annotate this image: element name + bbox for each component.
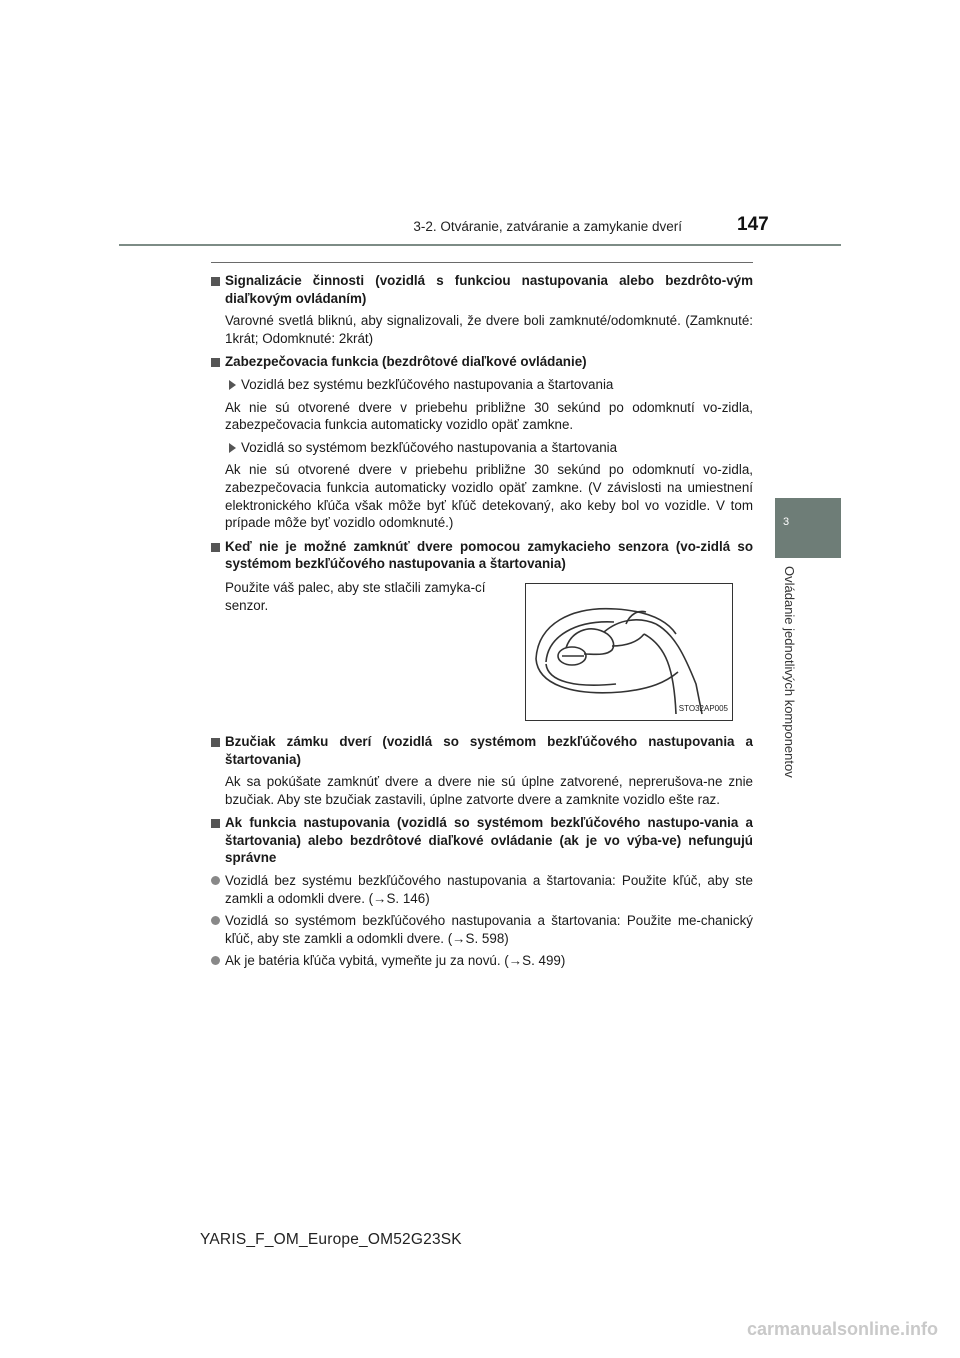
paragraph: Varovné svetlá bliknú, aby signalizovali, že dvere boli zamknuté/odomknuté. (Zamknuté: 1krát; Odomknuté: 2krát)	[225, 313, 753, 346]
subheading-text: Vozidlá bez systému bezkľúčového nastupovania a štartovania	[241, 376, 614, 392]
header-divider	[119, 244, 841, 246]
square-bullet-icon	[211, 358, 220, 367]
chapter-tab-number: 3	[783, 516, 790, 528]
list-item	[211, 872, 753, 907]
chapter-tab-label: Ovládanie jednotlivých komponentov	[782, 566, 797, 778]
list-item	[211, 912, 753, 947]
content-top-rule	[211, 262, 753, 263]
round-bullet-icon	[211, 876, 220, 885]
figure-code: STO32AP005	[678, 704, 728, 714]
footer-doc-code: YARIS_F_OM_Europe_OM52G23SK	[200, 1231, 462, 1248]
square-bullet-icon	[211, 543, 220, 552]
section-heading-text: Keď nie je možné zamknúť dvere pomocou zamykacieho senzora (vo-zidlá so systémom bezkľúčového nastupovania a štartovania)	[225, 538, 753, 572]
figure-caption: Použite váš palec, aby ste stlačili zamyka-cí senzor.	[225, 579, 486, 613]
triangle-bullet-icon	[229, 380, 236, 390]
paragraph: Ak sa pokúšate zamknúť dvere a dvere nie sú úplne zatvorené, neprerušova-ne znie bzučiak. Aby ste bzučiak zastavili, úplne zatvorte dvere a zamknite vozidlo ešte raz.	[225, 774, 753, 807]
watermark: carmanualsonline.info	[746, 1319, 938, 1339]
paragraph: Ak nie sú otvorené dvere v priebehu približne 30 sekúnd po odomknutí vo-zidla, zabezpečovacia funkcia automaticky vozidlo opäť zamkne.	[225, 399, 753, 433]
subheading-text: Vozidlá so systémom bezkľúčového nastupovania a štartovania	[241, 439, 618, 455]
section-heading-malfunction	[211, 814, 753, 867]
section-heading-text: Ak funkcia nastupovania (vozidlá so systémom bezkľúčového nastupo-vania a štartovania) alebo bezdrôtové diaľkové ovládanie (ak je vo výba-ve) nefungujú správne	[225, 815, 753, 866]
section-heading-signalization	[211, 272, 753, 307]
door-handle-illustration	[525, 583, 733, 721]
list-item	[211, 952, 753, 970]
chapter-tab	[775, 498, 841, 558]
page-number: 147	[737, 214, 769, 235]
subheading-without-smart-key	[211, 376, 753, 394]
subheading-with-smart-key	[211, 439, 753, 457]
round-bullet-icon	[211, 916, 220, 925]
running-header-title: 3-2. Otváranie, zatváranie a zamykanie dverí	[413, 219, 682, 234]
section-heading-lock-sensor	[211, 538, 753, 573]
triangle-bullet-icon	[229, 443, 236, 453]
section-heading-security	[211, 353, 753, 371]
square-bullet-icon	[211, 819, 220, 828]
main-content	[211, 266, 753, 970]
list-item-text: Ak je batéria kľúča vybitá, vymeňte ju za novú. (→S. 499)	[225, 953, 566, 969]
figure-row	[211, 579, 753, 727]
section-heading-text: Signalizácie činnosti (vozidlá s funkciou nastupovania alebo bezdrôto-vým diaľkovým ovládaním)	[225, 273, 753, 306]
chapter-tab-label-wrap	[782, 566, 802, 782]
section-heading-buzzer	[211, 733, 753, 768]
list-item-text: Vozidlá bez systému bezkľúčového nastupovania a štartovania: Použite kľúč, aby ste zamkli a odomkli dvere. (→S. 146)	[225, 873, 753, 906]
paragraph: Ak nie sú otvorené dvere v priebehu približne 30 sekúnd po odomknutí vo-zidla, zabezpečovacia funkcia automaticky vozidlo opäť zamkne. (V závislosti na umiestnení elektronického kľúča však môže byť kľúč detekovaný, ako keby bol vo vozidle. V tom prípade môže byť vozidlo odomknuté.)	[225, 462, 753, 531]
list-item-text: Vozidlá so systémom bezkľúčového nastupovania a štartovania: Použite me-chanický kľúč, aby ste zamkli a odomkli dvere. (→S. 598)	[225, 913, 753, 946]
section-heading-text: Zabezpečovacia funkcia (bezdrôtové diaľkové ovládanie)	[225, 354, 587, 370]
section-heading-text: Bzučiak zámku dverí (vozidlá so systémom bezkľúčového nastupovania a štartovania)	[225, 733, 753, 767]
square-bullet-icon	[211, 738, 220, 747]
square-bullet-icon	[211, 277, 220, 286]
round-bullet-icon	[211, 956, 220, 965]
